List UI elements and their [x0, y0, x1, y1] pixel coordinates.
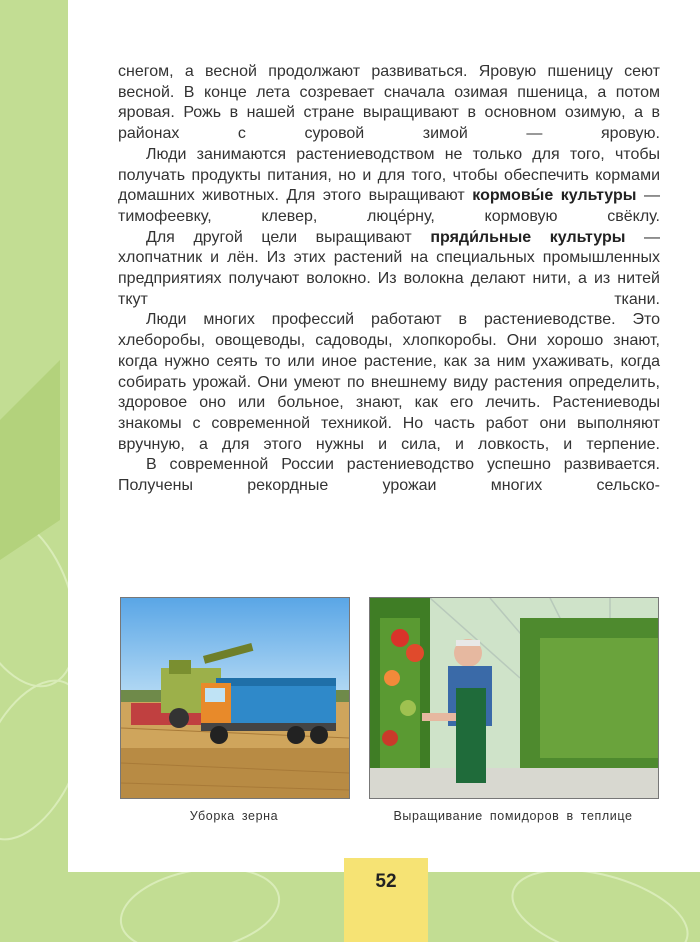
term-fodder-crops: кормовы́е культуры — [472, 187, 637, 205]
photo-caption-greenhouse: Выращивание помидоров в теплице — [393, 809, 633, 823]
page-number: 52 — [344, 858, 428, 942]
paragraph-4: Люди многих профессий работают в растениеводстве. Это хлеборобы, овощеводы, садоводы, хлопкоробы. Они хорошо знают, когда нужно сеять то или иное растение, как за ним ухаживать, когда собирать урожай. Они умеют по внешнему виду растения определить, здоровое оно или больное, знают, как его лечить. Растениеводы знакомы с современной техникой. Но часть работ они выполняют вручную, а для этого нужны и сила, и ловкость, и терпение. — [118, 311, 660, 453]
paragraph-3: Для другой цели выращивают пряди́льные культуры — хлопчатник и лён. Из этих растений на специальных промышленных предприятиях получают волокно. Из волокна делают нити, а из нитей ткут ткани. — [118, 228, 661, 308]
paragraph-1: снегом, а весной продолжают развиваться. Яровую пшеницу сеют весной. В конце лета созревает сначала озимая пшеница, а потом яровая. Рожь в нашей стране выращивают в основном озимую, а в районах с суровой зимой — яровую. — [118, 63, 660, 143]
textbook-page — [68, 0, 700, 872]
photo-greenhouse-tomatoes — [369, 597, 659, 799]
term-fiber-crops: пряди́льные культуры — [430, 228, 626, 246]
paragraph-2: Люди занимаются растениеводством не только для того, чтобы получать продукты питания, но и для того, чтобы обеспечить кормами домашних животных. Для этого выращивают кормовы́е культуры — тимофеевку, клевер, люце́рну, кормовую свёклу. — [118, 145, 660, 225]
body-text — [118, 62, 660, 497]
paragraph-5: В современной России растениеводство успешно развивается. Получены рекордные урожаи многих сельско- — [118, 456, 660, 495]
photo-grain-harvest — [120, 597, 350, 799]
photo-caption-grain-harvest: Уборка зерна — [189, 809, 279, 823]
